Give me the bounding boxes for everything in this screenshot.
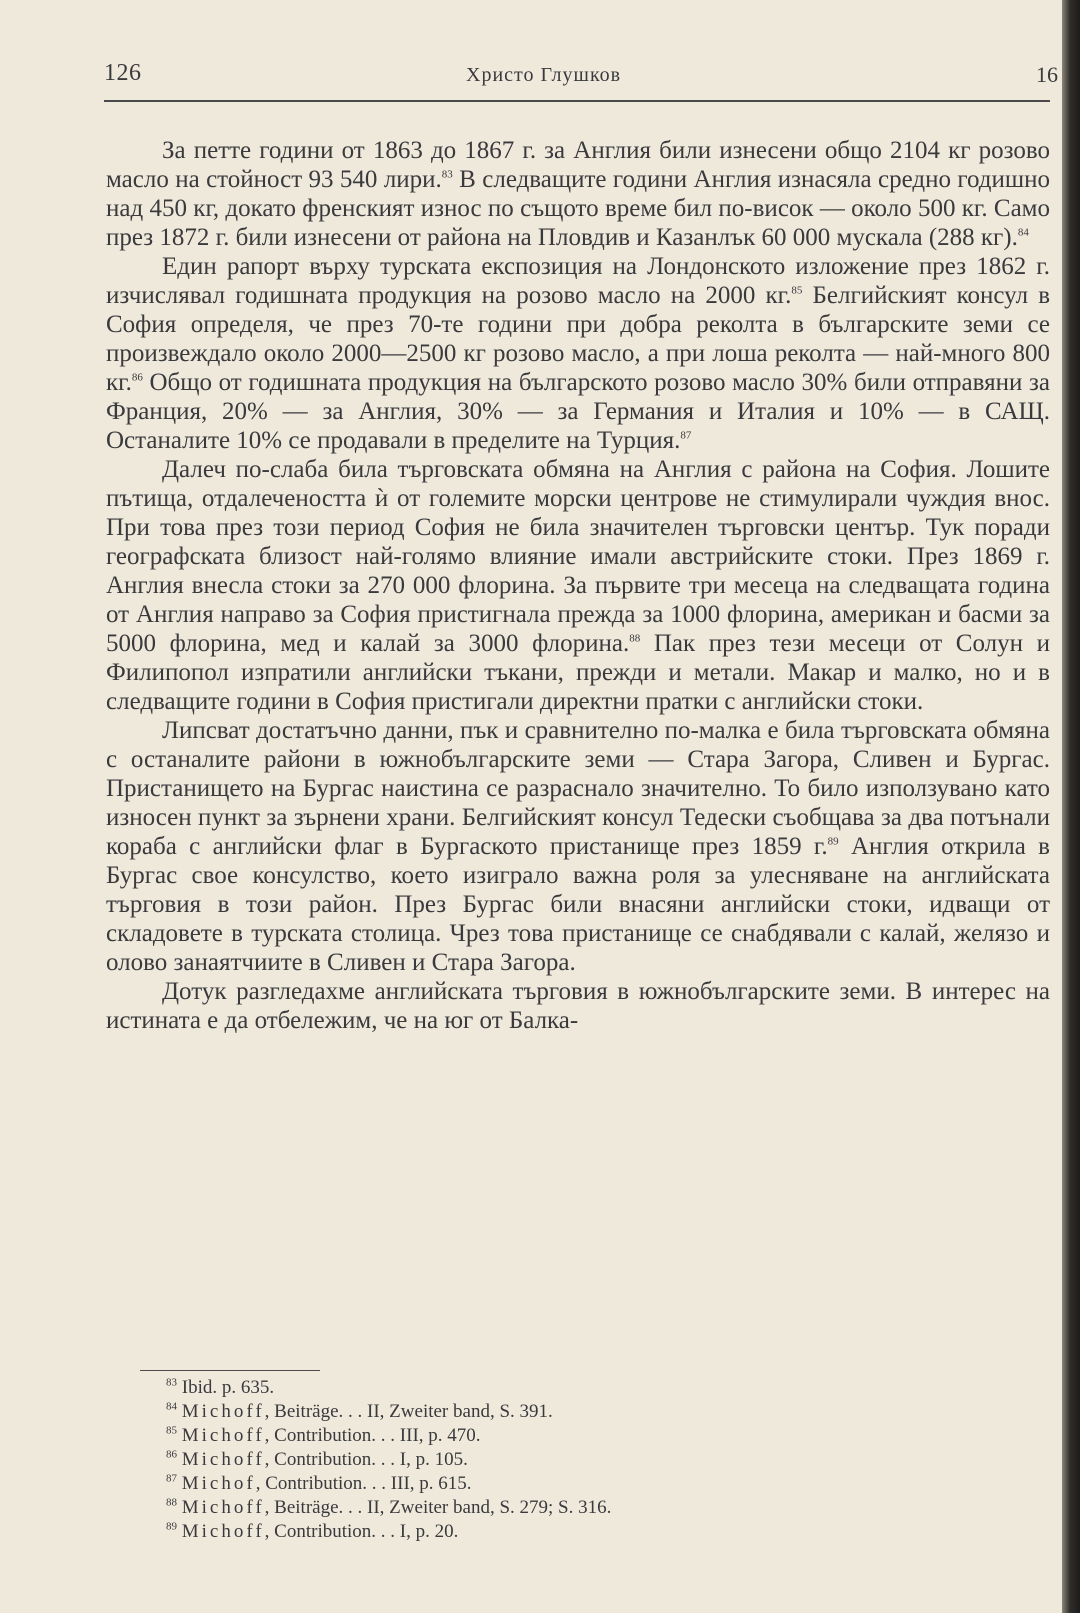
footnote-text: , Contribution. . . I, p. 20. [264,1521,459,1542]
footnote-ref: 83 [441,168,453,181]
footnote-author: Michof [181,1473,256,1494]
book-spine-shadow [1062,0,1080,1613]
footnote [166,1448,986,1472]
footnote-number: 83 [166,1376,177,1389]
paragraph-1 [106,136,1050,252]
body-text [106,136,1050,1035]
footnote-ref: 86 [131,371,143,384]
text-run: Пак през тези месеци от Солун и Филипопол изпратили английски тъкани, прежди и метали. Макар и малко, но и в следващите години в София пристигали директни пратки с английски стоки. [106,630,1050,715]
page-number: 126 [104,60,142,86]
footnote-ref: 88 [629,632,641,645]
footnote-number: 86 [166,1448,177,1461]
footnote-text: , Contribution. . . III, p. 615. [255,1473,472,1494]
footnote [166,1496,986,1520]
footnote-author: Michoff [181,1425,265,1446]
footnote-author: Michoff [181,1449,265,1470]
text-run: В следващите години Англия изнасяла средно годишно над 450 кг, докато френският износ по същото време бил по-висок — около 500 кг. Само през 1872 г. били изнесени от района на Пловдив и Казанлък 60 000 мускала (288 кг). [106,166,1050,251]
text-run: Англия открила в Бургас свое консулство, което изиграло важна роля за улесняване на английската търговия в този район. През Бургас били внасяни английски стоки, идващи от складовете в турската столица. Чрез това пристанище се снабдявали с калай, желязо и олово занаятчиите в Сливен и Стара Загора. [106,833,1050,976]
footnote-author: Michoff [181,1521,265,1542]
header-rule [104,100,1050,102]
footnote-number: 87 [166,1472,177,1485]
text-run: Липсват достатъчно данни, пък и сравнително по-малка е била търговската обмяна с останалите райони в южнобългарските земи — Стара Загора, Сливен и Бургас. Пристанището на Бургас наистина се разраснало значително. То било използувано като износен пункт за зърнени храни. Белгийският консул Тедески съобщава за два потънали кораба с английски флаг в Бургаското пристанище през 1859 г. [106,717,1050,860]
footnote [166,1520,986,1544]
footnote-number: 89 [166,1520,177,1533]
footnote-number: 85 [166,1424,177,1437]
paragraph-5 [106,977,1050,1035]
footnote-number: 88 [166,1496,177,1509]
footnote-author: Michoff [181,1497,265,1518]
footnote-text: , Beiträge. . . II, Zweiter band, S. 279; S. 316. [264,1497,612,1518]
footnote-text: , Contribution. . . III, p. 470. [264,1425,481,1446]
footnote-ref: 89 [827,835,839,848]
text-run: Белгийският консул в София определя, че през 70-те години при добра реколта в българските земи се произвеждало около 2000—2500 кг розово масло, а при лоша реколта — най-много 800 кг. [106,282,1051,396]
footnote [166,1424,986,1448]
text-run: Един рапорт върху турската експозиция на Лондонското изложение през 1862 г. изчислявал годишната продукция на розово масло на 2000 кг. [106,253,1050,309]
footnote-rule [140,1370,320,1371]
footnote [166,1400,986,1424]
footnote-ref: 85 [791,284,803,297]
paragraph-4 [106,716,1050,977]
footnote-number: 84 [166,1400,177,1413]
margin-number: 16 [1036,62,1058,87]
paragraph-2 [106,252,1050,455]
footnote [166,1472,986,1496]
footnote [166,1376,986,1400]
paragraph-3 [106,455,1050,716]
text-run: За петте години от 1863 до 1867 г. за Англия били изнесени общо 2104 кг розово масло на стойност 93 540 лири. [106,137,1050,193]
footnote-ref: 84 [1017,226,1029,239]
running-title: Христо Глушков [466,64,622,86]
footnote-ref: 87 [680,429,692,442]
text-run: Общо от годишната продукция на българското розово масло 30% били отправяни за Франция, 20% — за Англия, 30% — за Германия и Италия и 10% — в САЩ. Останалите 10% се продавали в пределите на Турция. [106,369,1050,454]
footnote-text: , Contribution. . . I, p. 105. [264,1449,468,1470]
footnote-text: Ibid. p. 635. [181,1377,275,1398]
footnote-text: , Beiträge. . . II, Zweiter band, S. 391. [264,1401,553,1422]
footnotes [166,1376,986,1544]
footnote-author: Michoff [181,1401,265,1422]
text-run: Дотук разгледахме английската търговия в южнобългарските земи. В интерес на истината е да отбележим, че на юг от Балка- [106,978,1050,1034]
page-header [104,56,1058,96]
text-run: Далеч по-слаба била търговската обмяна на Англия с района на София. Лошите пътища, отдалечеността ѝ от големите морски центрове не стимулирали чуждия внос. При това през този период София не била значителен търговски център. Тук поради географската близост най-голямо влияние имали австрийските стоки. През 1869 г. Англия внесла стоки за 270 000 флорина. За първите три месеца на следващата година от Англия направо за София пристигнала прежда за 1000 флорина, американ и басми за 5000 флорина, мед и калай за 3000 флорина. [106,456,1050,657]
